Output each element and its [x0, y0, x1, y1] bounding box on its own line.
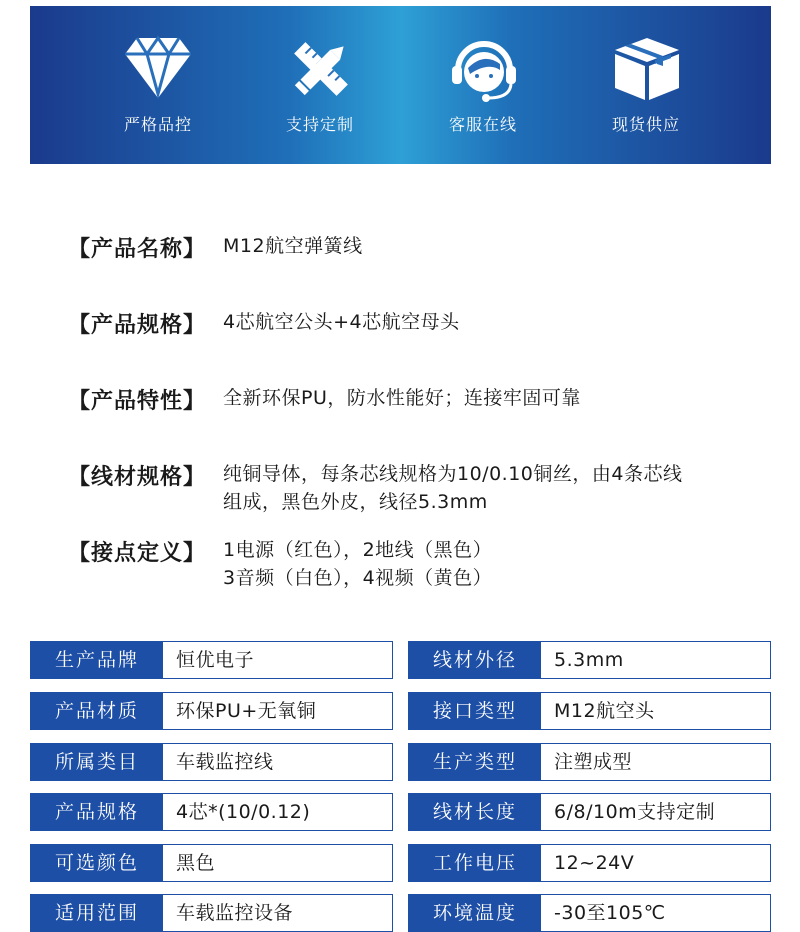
- param-label: 所属类目: [31, 744, 163, 780]
- table-row: [408, 641, 771, 679]
- param-label: 线材外径: [409, 642, 541, 678]
- spec-value: [223, 536, 763, 592]
- param-label: 可选颜色: [31, 845, 163, 881]
- table-row: [30, 894, 393, 932]
- table-row: [408, 793, 771, 831]
- feature-label: 客服在线: [448, 115, 517, 134]
- param-value: 4芯*(10/0.12): [176, 801, 311, 823]
- diamond-icon: [123, 34, 193, 100]
- param-label: 接口类型: [409, 693, 541, 729]
- param-label: 产品规格: [31, 794, 163, 830]
- spec-line: 组成，黑色外皮，线径5.3mm: [223, 491, 488, 513]
- spec-value: [223, 384, 763, 412]
- spec-line: 1电源（红色），2地线（黑色）: [223, 539, 493, 561]
- table-row: [408, 894, 771, 932]
- spec-value: [223, 232, 763, 260]
- feature-banner: [30, 6, 771, 164]
- headset-agent-icon: [448, 34, 520, 106]
- table-row: [30, 743, 393, 781]
- param-value: 车载监控设备: [176, 902, 294, 924]
- param-value: M12航空头: [554, 700, 655, 722]
- table-row: [30, 692, 393, 730]
- spec-key: 【产品规格】: [68, 313, 207, 338]
- spec-line: 4芯航空公头+4芯航空母头: [223, 311, 460, 333]
- feature-customer-service: [413, 6, 553, 164]
- spec-key: 【产品特性】: [68, 389, 207, 414]
- ruler-pencil-icon: [285, 34, 357, 104]
- param-value: 环保PU+无氧铜: [176, 700, 317, 722]
- param-value: 注塑成型: [554, 751, 633, 773]
- param-value: 黑色: [176, 852, 216, 874]
- table-row: [408, 844, 771, 882]
- feature-quality-control: [88, 6, 228, 164]
- feature-customization: [250, 6, 390, 164]
- param-value: 恒优电子: [176, 649, 255, 671]
- spec-key: 【接点定义】: [68, 541, 207, 566]
- param-label: 工作电压: [409, 845, 541, 881]
- spec-line: 3音频（白色），4视频（黄色）: [223, 567, 493, 589]
- feature-label: 现货供应: [611, 115, 680, 134]
- spec-line: 全新环保PU，防水性能好；连接牢固可靠: [223, 387, 581, 409]
- package-box-icon: [611, 34, 683, 104]
- param-value: 12~24V: [554, 852, 635, 874]
- param-label: 线材长度: [409, 794, 541, 830]
- feature-label: 支持定制: [285, 115, 354, 134]
- param-label: 生产品牌: [31, 642, 163, 678]
- param-label: 生产类型: [409, 744, 541, 780]
- spec-line: M12航空弹簧线: [223, 235, 363, 257]
- table-row: [408, 743, 771, 781]
- spec-key: 【产品名称】: [68, 237, 207, 262]
- table-row: [30, 844, 393, 882]
- spec-line: 纯铜导体，每条芯线规格为10/0.10铜丝，由4条芯线: [223, 463, 683, 485]
- spec-value: [223, 460, 763, 516]
- feature-label: 严格品控: [123, 115, 192, 134]
- feature-in-stock: [576, 6, 716, 164]
- spec-value: [223, 308, 763, 336]
- table-row: [30, 641, 393, 679]
- param-label: 产品材质: [31, 693, 163, 729]
- param-value: -30至105℃: [554, 902, 666, 924]
- param-value: 6/8/10m支持定制: [554, 801, 716, 823]
- table-row: [408, 692, 771, 730]
- param-value: 5.3mm: [554, 649, 624, 671]
- param-label: 环境温度: [409, 895, 541, 931]
- param-value: 车载监控线: [176, 751, 274, 773]
- table-row: [30, 793, 393, 831]
- param-label: 适用范围: [31, 895, 163, 931]
- spec-key: 【线材规格】: [68, 465, 207, 490]
